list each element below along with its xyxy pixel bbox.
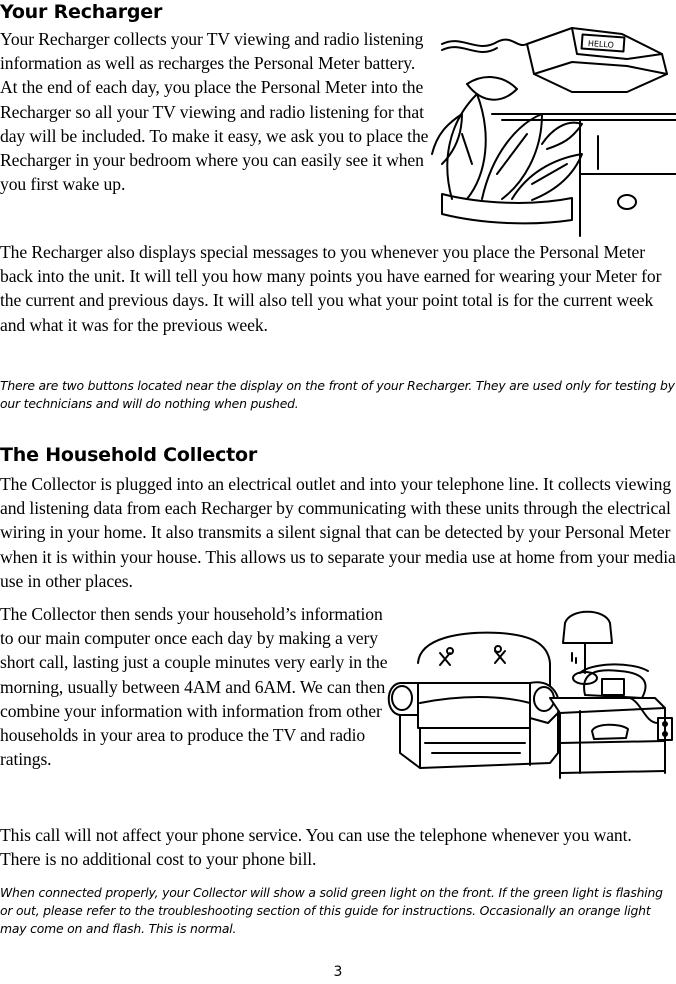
collector-paragraph-3: This call will not affect your phone service. You can use the telephone whenever you want. There is no additional cost to your phone bill. xyxy=(0,825,632,870)
collector-paragraph-2: The Collector then sends your household’s information to our main computer once each day by making a very short call, lasting just a couple minutes very early in the morning, usually between 4AM and 6AM. We can then combine your information with information from other households in your area to produce the TV and radio ratings. xyxy=(0,604,388,770)
section-heading-recharger: Your Recharger xyxy=(0,1,163,23)
collector-paragraph-1: The Collector is plugged into an electrical outlet and into your telephone line. It collects viewing and listening data from each Recharger by communicating with these units through the electrical wiring in your home. It also transmits a silent signal that can be detected by your Personal Meter when it is within your house. This allows us to separate your media use at home from your media use in other places. xyxy=(0,474,676,591)
recharger-paragraph-1: Your Recharger collects your TV viewing and radio listening information as well as recharges the Personal Meter battery. At the end of each day, you place the Personal Meter into the Recharger so all your TV viewing and radio listening for that day will be included. To make it easy, we ask you to place the Recharger in your bedroom where you can easily see it when you first wake up. xyxy=(0,29,429,195)
recharger-display-text: HELLO xyxy=(587,38,615,50)
collector-illustration xyxy=(380,603,676,806)
collector-note: When connected properly, your Collector will show a solid green light on the front. If the green light is flashing or out, please refer to the troubleshooting section of this guide for instructions. Occasionally an orange light may come on and flash. This is normal. xyxy=(0,885,663,936)
section-heading-collector: The Household Collector xyxy=(0,444,258,466)
recharger-note: There are two buttons located near the display on the front of your Recharger. They are used only for testing by our technicians and will do nothing when pushed. xyxy=(0,378,675,411)
recharger-paragraph-2: The Recharger also displays special messages to you whenever you place the Personal Meter back into the unit. It will tell you how many points you have earned for wearing your Meter for the current and previous days. It will also tell you what your point total is for the current week and what it was for the previous week. xyxy=(0,242,662,335)
recharger-illustration xyxy=(422,14,676,238)
page-number: 3 xyxy=(333,964,343,980)
